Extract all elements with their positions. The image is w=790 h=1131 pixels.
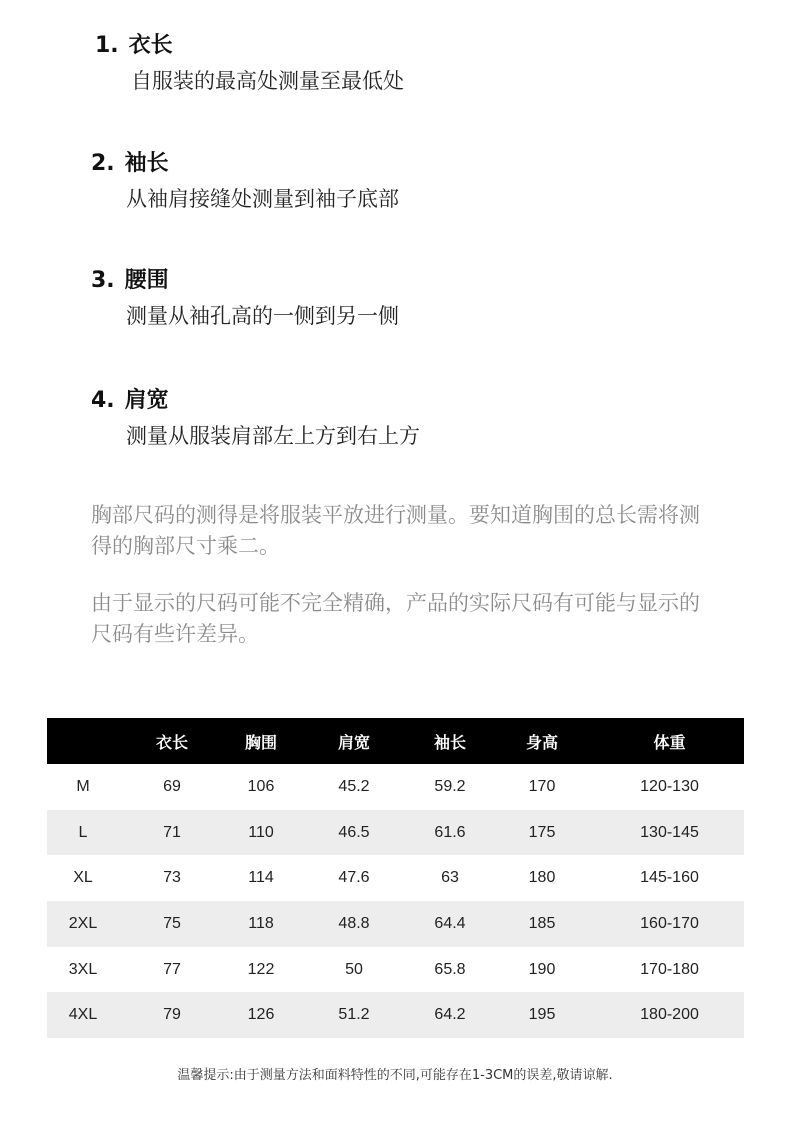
measurement-desc-sleeve: 从袖肩接缝处测量到袖子底部 xyxy=(126,187,399,211)
footer-tip: 温馨提示:由于测量方法和面料特性的不同,可能存在1-3CM的误差,敬请谅解. xyxy=(177,1068,613,1083)
table-cell: 130-145 xyxy=(595,810,744,856)
table-row xyxy=(47,947,744,993)
size-cell: L xyxy=(47,810,119,856)
table-row xyxy=(47,901,744,947)
table-cell: 160-170 xyxy=(595,901,744,947)
table-header-cell: 身高 xyxy=(489,718,595,764)
size-cell: M xyxy=(76,777,90,795)
table-cell: 175 xyxy=(489,810,595,856)
table-header-cell: 衣长 xyxy=(119,718,225,764)
size-cell: 2XL xyxy=(47,901,119,947)
measurement-title-shoulder xyxy=(91,383,169,414)
table-cell: 190 xyxy=(528,960,556,978)
measurement-title-sleeve xyxy=(91,146,169,177)
table-cell: 63 xyxy=(441,869,459,887)
table-cell: 48.8 xyxy=(297,901,411,947)
measurement-label: 衣长 xyxy=(128,33,173,58)
measurement-label: 肩宽 xyxy=(124,388,169,413)
table-header-cell: 肩宽 xyxy=(297,718,411,764)
table-cell: 170 xyxy=(528,777,556,795)
table-cell: 180 xyxy=(528,869,556,887)
measurement-desc-shoulder: 测量从服装肩部左上方到右上方 xyxy=(126,424,420,448)
table-row xyxy=(47,992,744,1038)
chest-measurement-note: 胸部尺码的测得是将服装平放进行测量。要知道胸围的总长需将测得的胸部尺寸乘二。 xyxy=(91,503,700,558)
measurement-desc-length: 自服装的最高处测量至最低处 xyxy=(131,69,404,93)
table-cell: 185 xyxy=(489,901,595,947)
measurement-number: 1. xyxy=(95,33,119,58)
table-cell: 71 xyxy=(119,810,225,856)
table-cell: 69 xyxy=(163,777,181,795)
table-cell: 64.2 xyxy=(411,992,489,1038)
table-cell: 77 xyxy=(163,960,181,978)
table-cell: 45.2 xyxy=(338,777,370,795)
size-cell: XL xyxy=(73,869,93,887)
table-cell: 122 xyxy=(247,960,275,978)
table-header-cell xyxy=(47,718,119,764)
measurement-title-length xyxy=(95,28,173,59)
table-cell: 64.4 xyxy=(411,901,489,947)
table-cell: 106 xyxy=(247,777,275,795)
table-cell: 110 xyxy=(225,810,297,856)
table-cell: 61.6 xyxy=(411,810,489,856)
measurement-number: 3. xyxy=(91,268,115,293)
table-cell: 118 xyxy=(225,901,297,947)
table-cell: 59.2 xyxy=(434,777,466,795)
table-cell: 47.6 xyxy=(338,869,370,887)
table-cell: 114 xyxy=(248,869,274,887)
table-row xyxy=(47,764,744,810)
measurement-title-waist xyxy=(91,263,169,294)
measurement-number: 2. xyxy=(91,151,115,176)
table-header-cell: 胸围 xyxy=(225,718,297,764)
size-chart-table xyxy=(47,718,744,1038)
table-header-row xyxy=(47,718,744,764)
measurement-number: 4. xyxy=(91,388,115,413)
table-cell: 75 xyxy=(119,901,225,947)
table-cell: 180-200 xyxy=(595,992,744,1038)
measurement-desc-waist: 测量从袖孔高的一侧到另一侧 xyxy=(126,304,399,328)
table-cell: 65.8 xyxy=(434,960,466,978)
table-header-cell: 体重 xyxy=(595,718,744,764)
table-row xyxy=(47,810,744,856)
table-cell: 79 xyxy=(119,992,225,1038)
table-cell: 46.5 xyxy=(297,810,411,856)
table-cell: 145-160 xyxy=(640,869,699,887)
table-cell: 50 xyxy=(345,960,363,978)
table-cell: 120-130 xyxy=(640,777,699,795)
measurement-label: 袖长 xyxy=(124,151,169,176)
table-header-cell: 袖长 xyxy=(411,718,489,764)
table-row xyxy=(47,855,744,901)
table-cell: 126 xyxy=(225,992,297,1038)
table-cell: 73 xyxy=(163,869,181,887)
table-cell: 51.2 xyxy=(297,992,411,1038)
measurement-label: 腰围 xyxy=(124,268,169,293)
size-disclaimer-note: 由于显示的尺码可能不完全精确，产品的实际尺码有可能与显示的尺码有些许差异。 xyxy=(91,591,700,646)
table-cell: 170-180 xyxy=(640,960,699,978)
size-cell: 4XL xyxy=(47,992,119,1038)
table-cell: 195 xyxy=(489,992,595,1038)
size-cell: 3XL xyxy=(68,960,98,978)
